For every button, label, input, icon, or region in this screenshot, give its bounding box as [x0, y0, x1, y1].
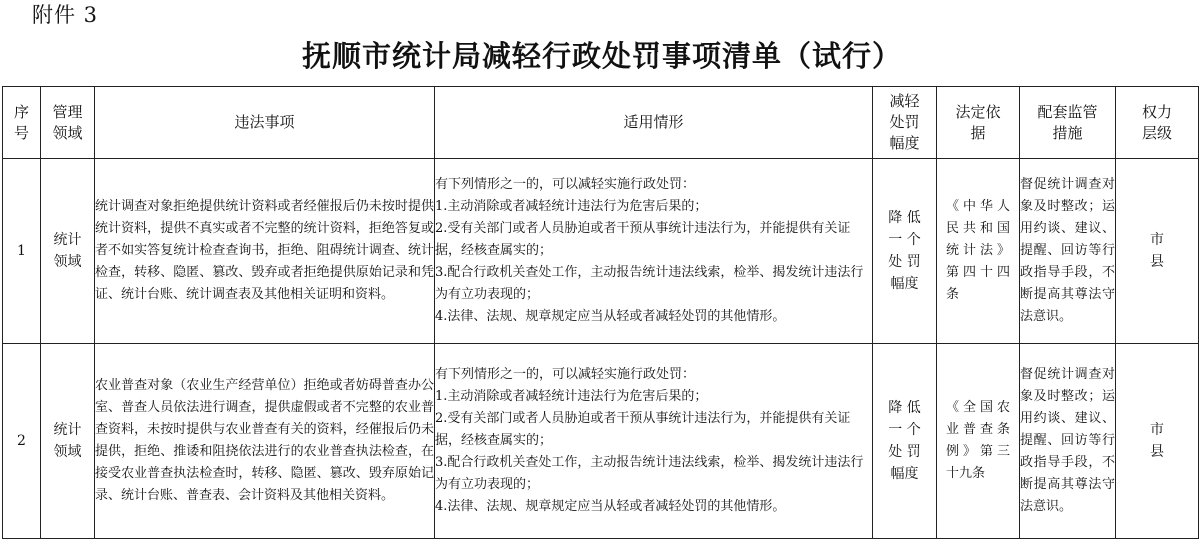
row-number: 2: [3, 344, 41, 539]
document-title: 抚顺市统计局减轻行政处罚事项清单（试行）: [301, 39, 902, 73]
header-basis: 法定依 据: [937, 87, 1020, 159]
header-degree: 减轻 处罚 幅度: [873, 87, 937, 159]
header-domain: 管理 领域: [41, 87, 95, 159]
row-supervision: 督促统计调查对象及时整改；运用约谈、建议、提醒、回访等行政指导手段，不断提高其尊法守法意识。: [1020, 159, 1116, 344]
situation-line: 3.配合行政机关查处工作，主动报告统计违法线索，检举、揭发统计违法行为有立功表现的；: [435, 265, 864, 302]
situation-line: 4.法律、法规、规章规定应当从轻或者减轻处罚的其他情形。: [435, 309, 786, 324]
situation-line: 4.法律、法规、规章规定应当从轻或者减轻处罚的其他情形。: [435, 499, 786, 514]
situation-line: 3.配合行政机关查处工作，主动报告统计违法线索，检举、揭发统计违法行为有立功表现的；: [435, 455, 864, 492]
row-degree: 降 低 一 个 处 罚 幅度: [873, 344, 937, 539]
penalty-list-table: [2, 86, 1199, 539]
table-row: [3, 344, 1199, 539]
row-domain: 统计 领域: [41, 344, 95, 539]
situation-line: 2.受有关部门或者人员胁迫或者干预从事统计违法行为，并能提供有关证据，经核查属实的；: [435, 411, 851, 448]
row-situation: [435, 344, 873, 539]
row-level: 市 县: [1116, 159, 1199, 344]
table-row: [3, 159, 1199, 344]
row-basis: 《全国农业普查条例》第三十九条: [937, 344, 1020, 539]
header-num: 序 号: [3, 87, 41, 159]
row-supervision: 督促统计调查对象及时整改；运用约谈、建议、提醒、回访等行政指导手段，不断提高其尊法守法意识。: [1020, 344, 1116, 539]
header-situation: 适用情形: [435, 87, 873, 159]
header-supervision: 配套监管 措施: [1020, 87, 1116, 159]
row-violation: 统计调查对象拒绝提供统计资料或者经催报后仍未按时提供统计资料，提供不真实或者不完整的统计资料，拒绝答复或者不如实答复统计检查查询书，拒绝、阻碍统计调查、统计检查，转移、隐匿、篡改、毁弃或者拒绝提供原始记录和凭证、统计台账、统计调查表及其他相关证明和资料。: [95, 159, 435, 344]
situation-line: 2.受有关部门或者人员胁迫或者干预从事统计违法行为，并能提供有关证据，经核查属实的；: [435, 221, 851, 258]
row-degree: 降 低 一 个 处 罚 幅度: [873, 159, 937, 344]
situation-line: 1.主动消除或者减轻统计违法行为危害后果的；: [435, 199, 708, 214]
row-level: 市 县: [1116, 344, 1199, 539]
row-number: 1: [3, 159, 41, 344]
row-situation: [435, 159, 873, 344]
row-violation: 农业普查对象（农业生产经营单位）拒绝或者妨碍普查办公室、普查人员依法进行调查，提供虚假或者不完整的农业普查资料，未按时提供与农业普查有关的资料，经催报后仍未提供，拒绝、推诿和阻挠依法进行的农业普查执法检查，在接受农业普查执法检查时，转移、隐匿、篡改、毁弃原始记录、统计台账、普查表、会计资料及其他相关资料。: [95, 344, 435, 539]
attachment-label: 附件 3: [32, 3, 99, 27]
situation-line: 有下列情形之一的，可以减轻实施行政处罚：: [435, 177, 696, 192]
header-violation: 违法事项: [95, 87, 435, 159]
header-level: 权力 层级: [1116, 87, 1199, 159]
table-header-row: [3, 87, 1199, 159]
situation-line: 1.主动消除或者减轻统计违法行为危害后果的；: [435, 389, 708, 404]
row-basis: 《中华人民共和国统计法》第四十四条: [937, 159, 1020, 344]
situation-line: 有下列情形之一的，可以减轻实施行政处罚：: [435, 367, 696, 382]
row-domain: 统计 领域: [41, 159, 95, 344]
